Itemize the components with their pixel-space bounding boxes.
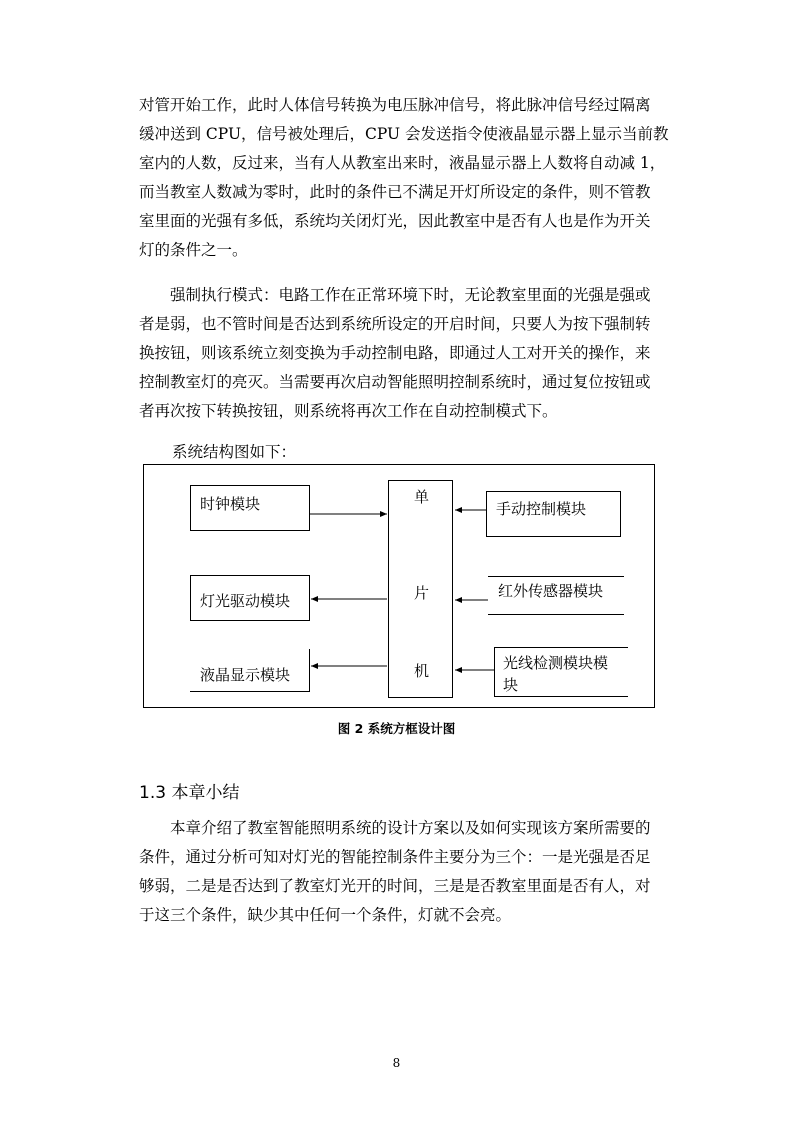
manual-control-module-label: 手动控制模块 (496, 500, 587, 518)
text-line: 够弱，二是是否达到了教室灯光开的时间，三是是否教室里面是否有人，对 (139, 877, 651, 895)
text-line: 缓冲送到 CPU，信号被处理后，CPU 会发送指令使液晶显示器上显示当前教 (139, 125, 669, 143)
clock-module-label: 时钟模块 (200, 495, 261, 513)
light-detect-module-label-line1: 光线检测模块模 (503, 654, 609, 672)
section-heading: 1.3 本章小结 (139, 783, 240, 803)
lcd-module-label: 液晶显示模块 (200, 666, 291, 684)
mcu-char-2: 片 (414, 584, 430, 602)
figure-caption: 图 2 系统方框设计图 (337, 721, 456, 736)
text-line: 者是弱，也不管时间是否达到系统所设定的开启时间，只要人为按下强制转 (139, 315, 651, 333)
text-line: 强制执行模式：电路工作在正常环境下时，无论教室里面的光强是强或 (139, 286, 651, 304)
infrared-module-label: 红外传感器模块 (498, 582, 604, 600)
page-number: 8 (392, 1056, 401, 1070)
text-line: 条件，通过分析可知对灯光的智能控制条件主要分为三个：一是光强是否足 (139, 848, 651, 866)
paragraph-2 (139, 281, 669, 426)
text-line: 室里面的光强有多低，系统均关闭灯光，因此教室中是否有人也是作为开关 (139, 212, 651, 230)
text-line: 对管开始工作，此时人体信号转换为电压脉冲信号，将此脉冲信号经过隔离 (139, 96, 651, 114)
diagram-intro: 系统结构图如下： (172, 443, 297, 461)
paragraph-3 (139, 814, 669, 930)
text-line: 换按钮，则该系统立刻变换为手动控制电路，即通过人工对开关的操作，来 (139, 344, 651, 362)
paragraph-1 (139, 91, 669, 265)
mcu-char-3: 机 (414, 662, 430, 680)
text-line: 于这三个条件，缺少其中任何一个条件，灯就不会亮。 (139, 906, 512, 924)
text-line: 灯的条件之一。 (139, 241, 248, 259)
diagram-arrows (144, 465, 656, 709)
light-driver-module-label: 灯光驱动模块 (200, 592, 291, 610)
mcu-char-1: 单 (414, 488, 430, 506)
system-block-diagram (143, 464, 655, 708)
text-line: 本章介绍了教室智能照明系统的设计方案以及如何实现该方案所需要的 (139, 819, 651, 837)
text-line: 控制教室灯的亮灭。当需要再次启动智能照明控制系统时，通过复位按钮或 (139, 373, 651, 391)
light-detect-module-label-line2: 块 (503, 676, 519, 694)
text-line: 室内的人数，反过来，当有人从教室出来时，液晶显示器上人数将自动减 1， (139, 154, 666, 172)
text-line: 者再次按下转换按钮，则系统将再次工作在自动控制模式下。 (139, 402, 558, 420)
text-line: 而当教室人数减为零时，此时的条件已不满足开灯所设定的条件，则不管教 (139, 183, 651, 201)
